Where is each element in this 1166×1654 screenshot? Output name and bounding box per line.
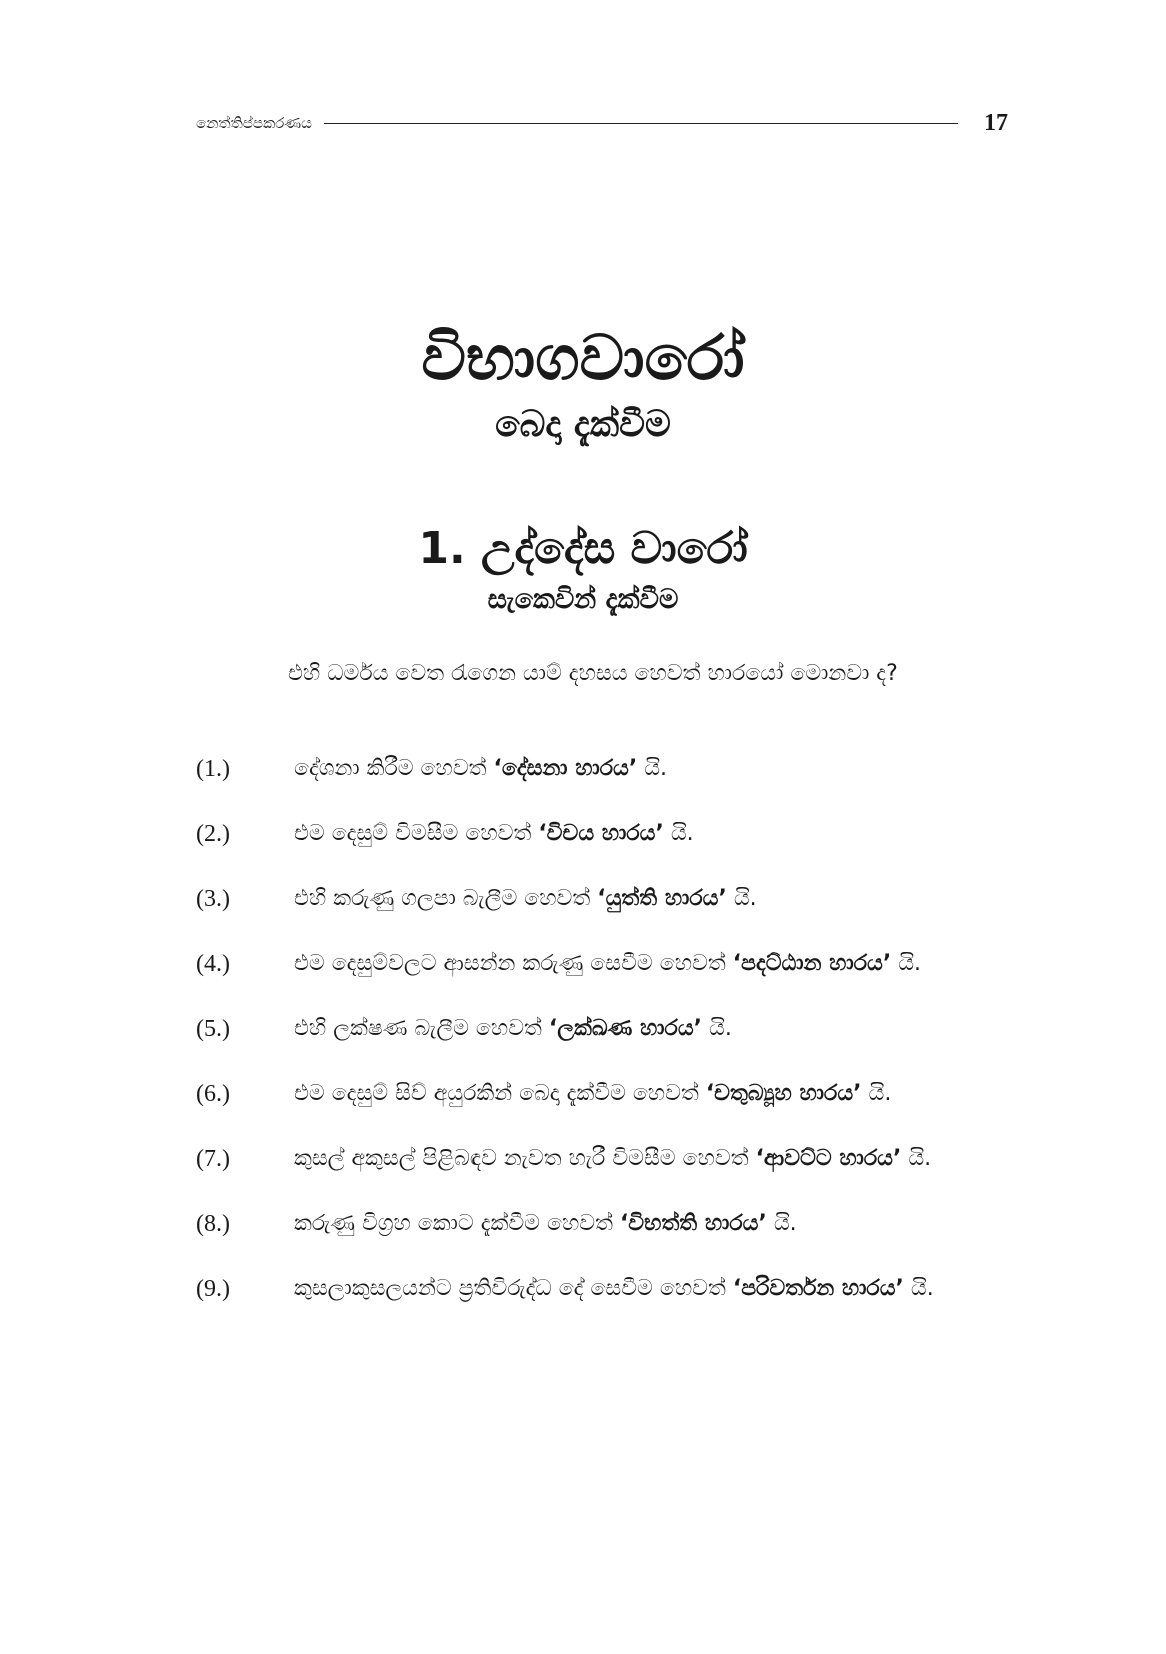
- item-term: ‘යුත්ති හාරය’: [597, 886, 727, 911]
- item-text-tail: යි.: [766, 1211, 797, 1236]
- item-term: ‘ආවට්ට හාරය’: [755, 1146, 902, 1171]
- item-term: ‘විභත්ති හාරය’: [619, 1211, 767, 1236]
- item-text-lead: දේශනා කිරීම හෙවත්: [294, 756, 494, 781]
- item-text: [294, 943, 1008, 985]
- item-text: [294, 813, 1008, 855]
- item-text-lead: එම දෙසුම් සිව් අයුරකින් බෙදා දැක්වීම හෙවත්: [294, 1081, 706, 1106]
- list-item: [196, 1268, 1008, 1310]
- item-text: [294, 1203, 1008, 1245]
- hara-list: [196, 748, 1008, 1333]
- item-number: (5.): [196, 1016, 230, 1042]
- item-term: ‘ලක්ඛණ හාරය’: [548, 1016, 703, 1041]
- item-term: ‘දේසනා හාරය’: [493, 756, 638, 781]
- item-number: (9.): [196, 1276, 230, 1302]
- item-text-lead: එහි ලක්ෂණ බැලීම හෙවත්: [294, 1016, 549, 1041]
- item-text-lead: එහි කරුණු ගලපා බැලීම හෙවත්: [294, 886, 598, 911]
- section-title: 1. උද්දේස වාරෝ: [418, 523, 748, 574]
- item-text-tail: යි.: [861, 1081, 892, 1106]
- item-number: (6.): [196, 1081, 230, 1107]
- item-text-tail: යි.: [663, 821, 694, 846]
- item-text: [294, 1073, 1008, 1115]
- item-text: [294, 1138, 1008, 1180]
- list-item: [196, 1138, 1008, 1180]
- intro-paragraph: එහි ධර්මය වෙත රැගෙන යාම් දහසය හෙවත් හාරයෝ මොනවා ද?: [288, 661, 898, 686]
- item-text-tail: යි.: [726, 886, 757, 911]
- item-term: ‘චතුබ්‍යූහ හාරය’: [705, 1081, 862, 1106]
- list-item: [196, 748, 1008, 790]
- item-number: (7.): [196, 1146, 230, 1172]
- item-text-tail: යි.: [891, 951, 922, 976]
- item-text-tail: යි.: [637, 756, 668, 781]
- item-text: [294, 1008, 1008, 1050]
- list-item: [196, 943, 1008, 985]
- item-text: [294, 748, 1008, 790]
- item-term: ‘විචය හාරය’: [538, 821, 664, 846]
- list-item: [196, 878, 1008, 920]
- running-header: [196, 108, 1008, 138]
- list-item: [196, 813, 1008, 855]
- item-text: [294, 1268, 1008, 1310]
- item-number: (4.): [196, 951, 230, 977]
- item-text-lead: එම දෙසුම් විමසීම හෙවත්: [294, 821, 539, 846]
- section-subtitle: සැකෙවින් දැක්වීම: [487, 584, 679, 615]
- item-term: ‘පරිවර්තන හාරය’: [732, 1276, 904, 1301]
- chapter-subtitle: බෙදා දැක්වීම: [495, 404, 671, 445]
- item-text-tail: යි.: [901, 1146, 932, 1171]
- item-number: (2.): [196, 821, 230, 847]
- list-item: [196, 1073, 1008, 1115]
- item-number: (8.): [196, 1211, 230, 1237]
- item-number: (3.): [196, 886, 230, 912]
- item-text-lead: එම දෙසුම්වලට ආසන්න කරුණු සෙවීම හෙවත්: [294, 951, 733, 976]
- item-number: (1.): [196, 756, 230, 782]
- item-term: ‘පදට්ඨාන හාරය’: [732, 951, 892, 976]
- header-rule: [324, 123, 958, 124]
- item-text-lead: කුසල් අකුසල් පිළිබඳව නැවත හැරී විමසීම හෙවත්: [294, 1146, 756, 1171]
- item-text: [294, 878, 1008, 920]
- item-text-tail: යි.: [702, 1016, 732, 1041]
- page-number: 17: [984, 109, 1008, 136]
- running-title: නෙත්තිප්පකරණය: [196, 114, 312, 132]
- list-item: [196, 1008, 1008, 1050]
- item-text-tail: යි.: [903, 1276, 934, 1301]
- item-text-lead: කුසලාකුසලයන්ට ප්‍රතිවිරුද්ධ දේ සෙවීම හෙවත්: [294, 1276, 733, 1301]
- chapter-title: විභාගවාරෝ: [421, 321, 745, 394]
- list-item: [196, 1203, 1008, 1245]
- item-text-lead: කරුණු විග්‍රහ කොට දැක්වීම හෙවත්: [294, 1211, 620, 1236]
